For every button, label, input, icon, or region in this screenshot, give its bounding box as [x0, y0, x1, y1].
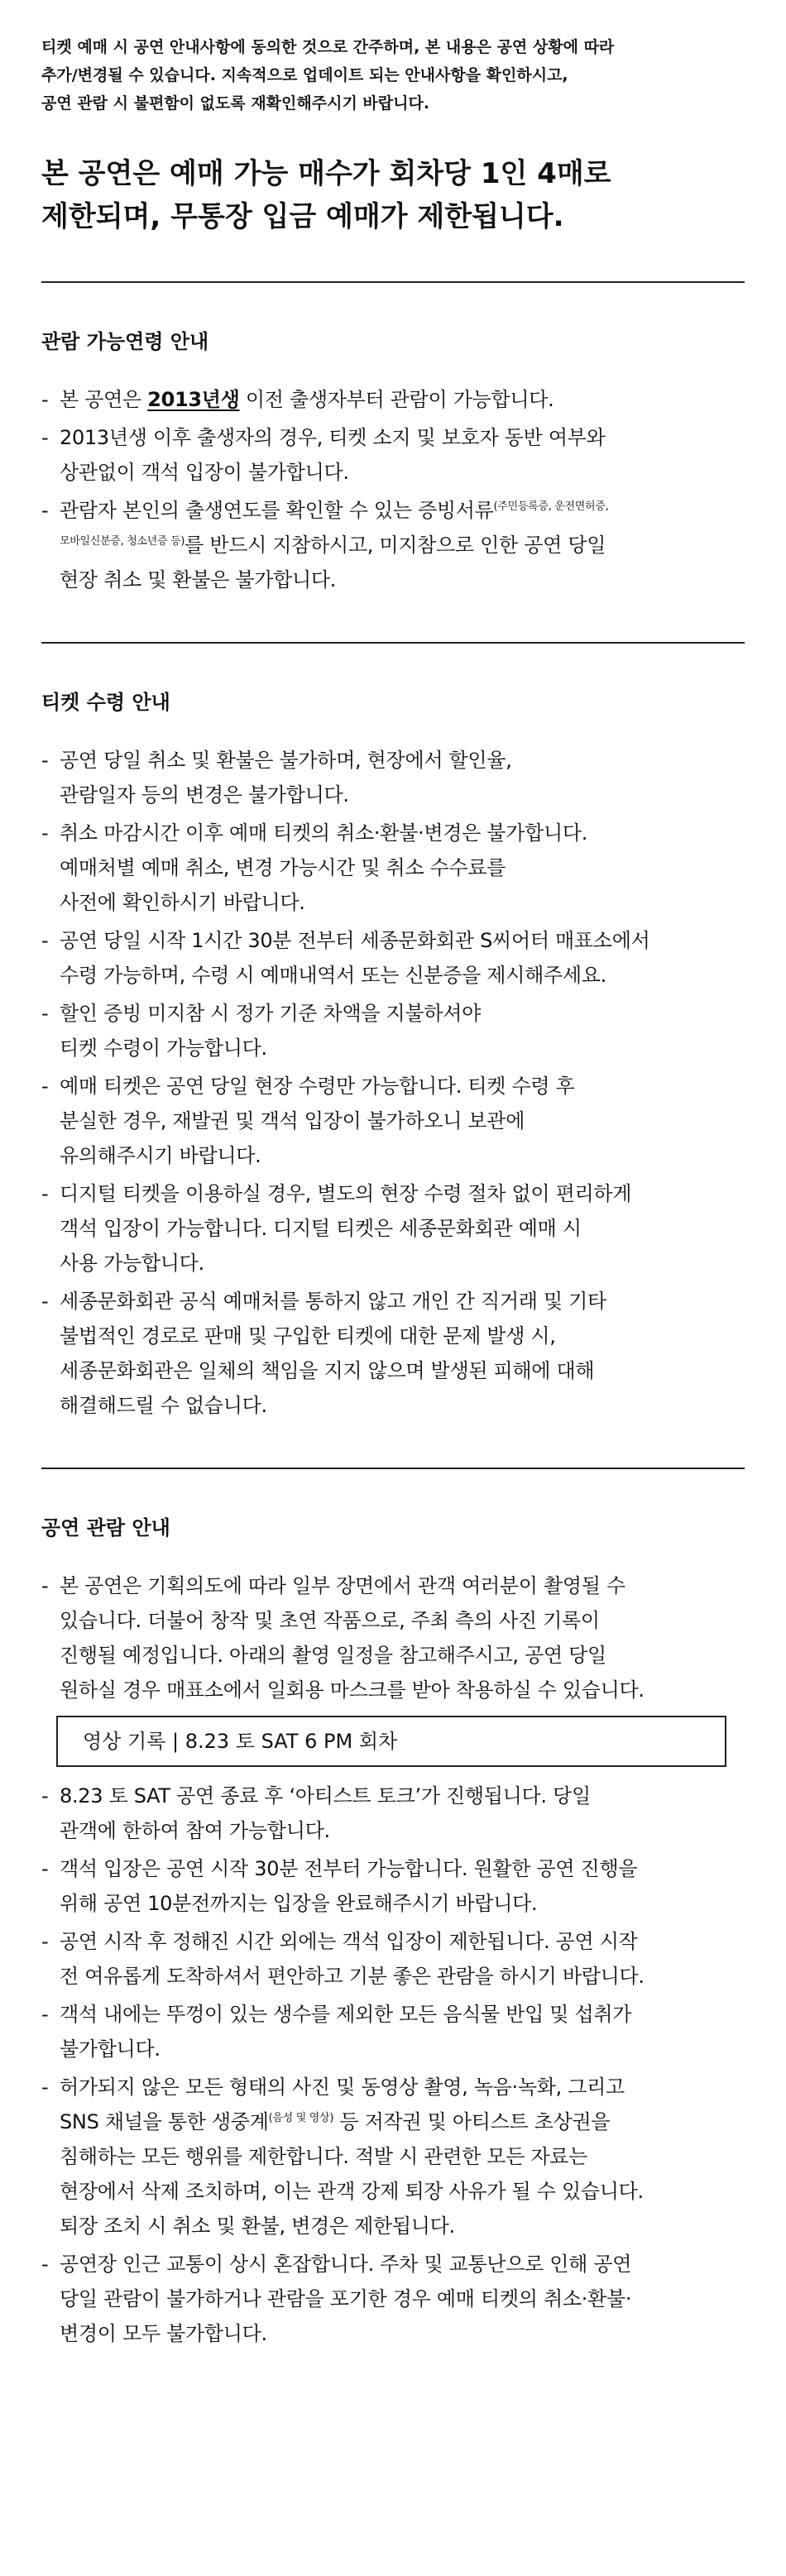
viewing-section: [41, 1469, 745, 2396]
text: 를 반드시 지참하시고, 미지참으로 인한 공연 당일: [185, 534, 606, 557]
list-item: [41, 1069, 745, 1173]
list-item: [41, 1284, 745, 1423]
list-line: 분실한 경우, 재발권 및 객석 입장이 불가하오니 보관에: [60, 1109, 525, 1132]
ticket-section-title: 티켓 수령 안내: [41, 691, 170, 714]
list-line: 있습니다. 더불어 창작 및 초연 작품으로, 주최 측의 사진 기록이: [60, 1609, 600, 1632]
dash-bullet: -: [41, 749, 49, 772]
dash-bullet: -: [41, 1075, 49, 1098]
list-item: [41, 1568, 745, 1707]
viewing-section-title: 공연 관람 안내: [41, 1516, 170, 1539]
list-line: [60, 493, 745, 528]
list-line: 당일 관람이 불가하거나 관람을 포기한 경우 예매 티켓의 취소·환불·: [60, 2287, 632, 2310]
list-line: 전 여유롭게 도착하셔서 편안하고 기분 좋은 관람을 하시기 바랍니다.: [60, 1965, 645, 1988]
list-line: 유의해주시기 바랍니다.: [60, 1144, 261, 1167]
viewing-list: [41, 1568, 745, 1707]
list-line: 디지털 티켓을 이용하실 경우, 별도의 현장 수령 절차 없이 편리하게: [60, 1182, 632, 1205]
list-line: 예매 티켓은 공연 당일 현장 수령만 가능합니다. 티켓 수령 후: [60, 1075, 575, 1098]
list-line: 허가되지 않은 모든 형태의 사진 및 동영상 촬영, 녹음·녹화, 그리고: [60, 2076, 625, 2099]
list-line: 8.23 토 SAT 공연 종료 후 ‘아티스트 토크’가 진행됩니다. 당일: [60, 1784, 591, 1808]
list-line: [60, 528, 745, 563]
text: SNS 채널을 통한 생중계: [60, 2110, 269, 2133]
list-line: 진행될 예정입니다. 아래의 촬영 일정을 참고해주시고, 공연 당일: [60, 1644, 606, 1667]
list-item: [41, 2247, 745, 2351]
list-line: 공연장 인근 교통이 상시 혼잡합니다. 주차 및 교통난으로 인해 공연: [60, 2253, 632, 2276]
intro-notice: [41, 33, 745, 117]
list-line: 할인 증빙 미지참 시 정가 기준 차액을 지불하셔야: [60, 1002, 481, 1025]
list-line: [60, 382, 745, 417]
superscript-note: (음성 및 영상): [268, 2112, 334, 2124]
list-line: 상관없이 객석 입장이 불가합니다.: [60, 461, 349, 484]
dash-bullet: -: [41, 1857, 49, 1880]
list-line: 객석 입장은 공연 시작 30분 전부터 가능합니다. 원활한 공연 진행을: [60, 1857, 638, 1880]
list-item: [41, 382, 745, 417]
dash-bullet: -: [41, 426, 49, 449]
headline-line: 본 공연은 예매 가능 매수가 회차당 1인 4매로: [41, 157, 611, 190]
dash-bullet: -: [41, 388, 49, 411]
viewing-list-continued: [41, 1779, 745, 2351]
intro-line: 추가/변경될 수 있습니다. 지속적으로 업데이트 되는 안내사항을 확인하시고,: [41, 66, 568, 84]
text: 본 공연은: [60, 388, 148, 411]
list-line: 객석 입장이 가능합니다. 디지털 티켓은 세종문화회관 예매 시: [60, 1217, 582, 1240]
list-line: [60, 2104, 745, 2139]
list-line: 관람일자 등의 변경은 불가합니다.: [60, 783, 349, 807]
list-line: 공연 시작 후 정해진 시간 외에는 객석 입장이 제한됩니다. 공연 시작: [60, 1930, 638, 1953]
dash-bullet: -: [41, 1182, 49, 1205]
list-line: 티켓 수령이 가능합니다.: [60, 1037, 267, 1060]
dash-bullet: -: [41, 2076, 49, 2099]
dash-bullet: -: [41, 929, 49, 952]
list-line: 2013년생 이후 출생자의 경우, 티켓 소지 및 보호자 동반 여부와: [60, 426, 606, 449]
dash-bullet: -: [41, 1574, 49, 1597]
list-line: 사전에 확인하시기 바랍니다.: [60, 891, 305, 914]
list-line: 원하실 경우 매표소에서 일회용 마스크를 받아 착용하실 수 있습니다.: [60, 1678, 645, 1702]
list-line: 불법적인 경로로 판매 및 구입한 티켓에 대한 문제 발생 시,: [60, 1324, 556, 1348]
dash-bullet: -: [41, 2003, 49, 2026]
list-line: 공연 당일 시작 1시간 30분 전부터 세종문화회관 S씨어터 매표소에서: [60, 929, 650, 952]
list-item: [41, 816, 745, 920]
intro-line: 티켓 예매 시 공연 안내사항에 동의한 것으로 간주하며, 본 내용은 공연 상황에 따라: [41, 38, 615, 56]
list-line: 세종문화회관은 일체의 책임을 지지 않으며 발생된 피해에 대해: [60, 1359, 595, 1382]
headline: [41, 152, 745, 238]
video-recording-box: 영상 기록 | 8.23 토 SAT 6 PM 회차: [56, 1716, 726, 1767]
superscript-note: 모바일신분증, 청소년증 등): [60, 535, 185, 548]
ticket-section: [41, 644, 745, 1468]
list-line: 예매처별 예매 취소, 변경 가능시간 및 취소 수수료를: [60, 856, 506, 879]
dash-bullet: -: [41, 1002, 49, 1025]
list-line: 현장에서 삭제 조치하며, 이는 관객 강제 퇴장 사유가 될 수 있습니다.: [60, 2180, 644, 2203]
age-section-title: 관람 가능연령 안내: [41, 330, 209, 353]
dash-bullet: -: [41, 1930, 49, 1953]
dash-bullet: -: [41, 499, 49, 522]
intro-line: 공연 관람 시 불편함이 없도록 재확인해주시기 바랍니다.: [41, 94, 430, 113]
superscript-note: (주민등록증, 운전면허증,: [493, 500, 609, 513]
list-line: 불가합니다.: [60, 2037, 161, 2061]
list-line: 침해하는 모든 행위를 제한합니다. 적발 시 관련한 모든 자료는: [60, 2145, 588, 2168]
list-item: [41, 743, 745, 812]
list-line: 관객에 한하여 참여 가능합니다.: [60, 1819, 330, 1842]
list-item: [41, 996, 745, 1065]
list-line: 위해 공연 10분전까지는 입장을 완료해주시기 바랍니다.: [60, 1892, 538, 1915]
list-line: 공연 당일 취소 및 환불은 불가하며, 현장에서 할인율,: [60, 749, 512, 772]
text: 관람자 본인의 출생연도를 확인할 수 있는 증빙서류: [60, 499, 494, 522]
birth-year-emphasis: 2013년생: [147, 388, 240, 411]
list-line: 세종문화회관 공식 예매처를 통하지 않고 개인 간 직거래 및 기타: [60, 1290, 606, 1313]
list-line: 사용 가능합니다.: [60, 1252, 204, 1275]
headline-line: 제한되며, 무통장 입금 예매가 제한됩니다.: [41, 200, 564, 233]
list-item: [41, 1924, 745, 1994]
list-line: 퇴장 조치 시 취소 및 환불, 변경은 제한됩니다.: [60, 2214, 455, 2238]
list-item: [41, 493, 745, 597]
age-section: [41, 283, 745, 642]
list-item: [41, 2070, 745, 2243]
list-line: 현장 취소 및 환불은 불가합니다.: [60, 568, 337, 591]
text: 이전 출생자부터 관람이 가능합니다.: [239, 388, 554, 411]
list-line: 객석 내에는 뚜껑이 있는 생수를 제외한 모든 음식물 반입 및 섭취가: [60, 2003, 632, 2026]
list-item: [41, 923, 745, 993]
list-line: 취소 마감시간 이후 예매 티켓의 취소·환불·변경은 불가합니다.: [60, 821, 588, 845]
age-list: [41, 382, 745, 597]
list-item: [41, 420, 745, 490]
dash-bullet: -: [41, 2253, 49, 2276]
list-item: [41, 1851, 745, 1921]
list-item: [41, 1997, 745, 2066]
dash-bullet: -: [41, 1784, 49, 1808]
list-item: [41, 1176, 745, 1281]
list-line: 본 공연은 기획의도에 따라 일부 장면에서 관객 여러분이 촬영될 수: [60, 1574, 625, 1597]
list-line: 해결해드릴 수 없습니다.: [60, 1394, 267, 1417]
dash-bullet: -: [41, 821, 49, 845]
text: 등 저작권 및 아티스트 초상권을: [333, 2110, 611, 2133]
list-line: 변경이 모두 불가합니다.: [60, 2322, 267, 2345]
list-item: [41, 1779, 745, 1848]
dash-bullet: -: [41, 1290, 49, 1313]
list-line: 수령 가능하며, 수령 시 예매내역서 또는 신분증을 제시해주세요.: [60, 964, 606, 987]
ticket-list: [41, 743, 745, 1423]
